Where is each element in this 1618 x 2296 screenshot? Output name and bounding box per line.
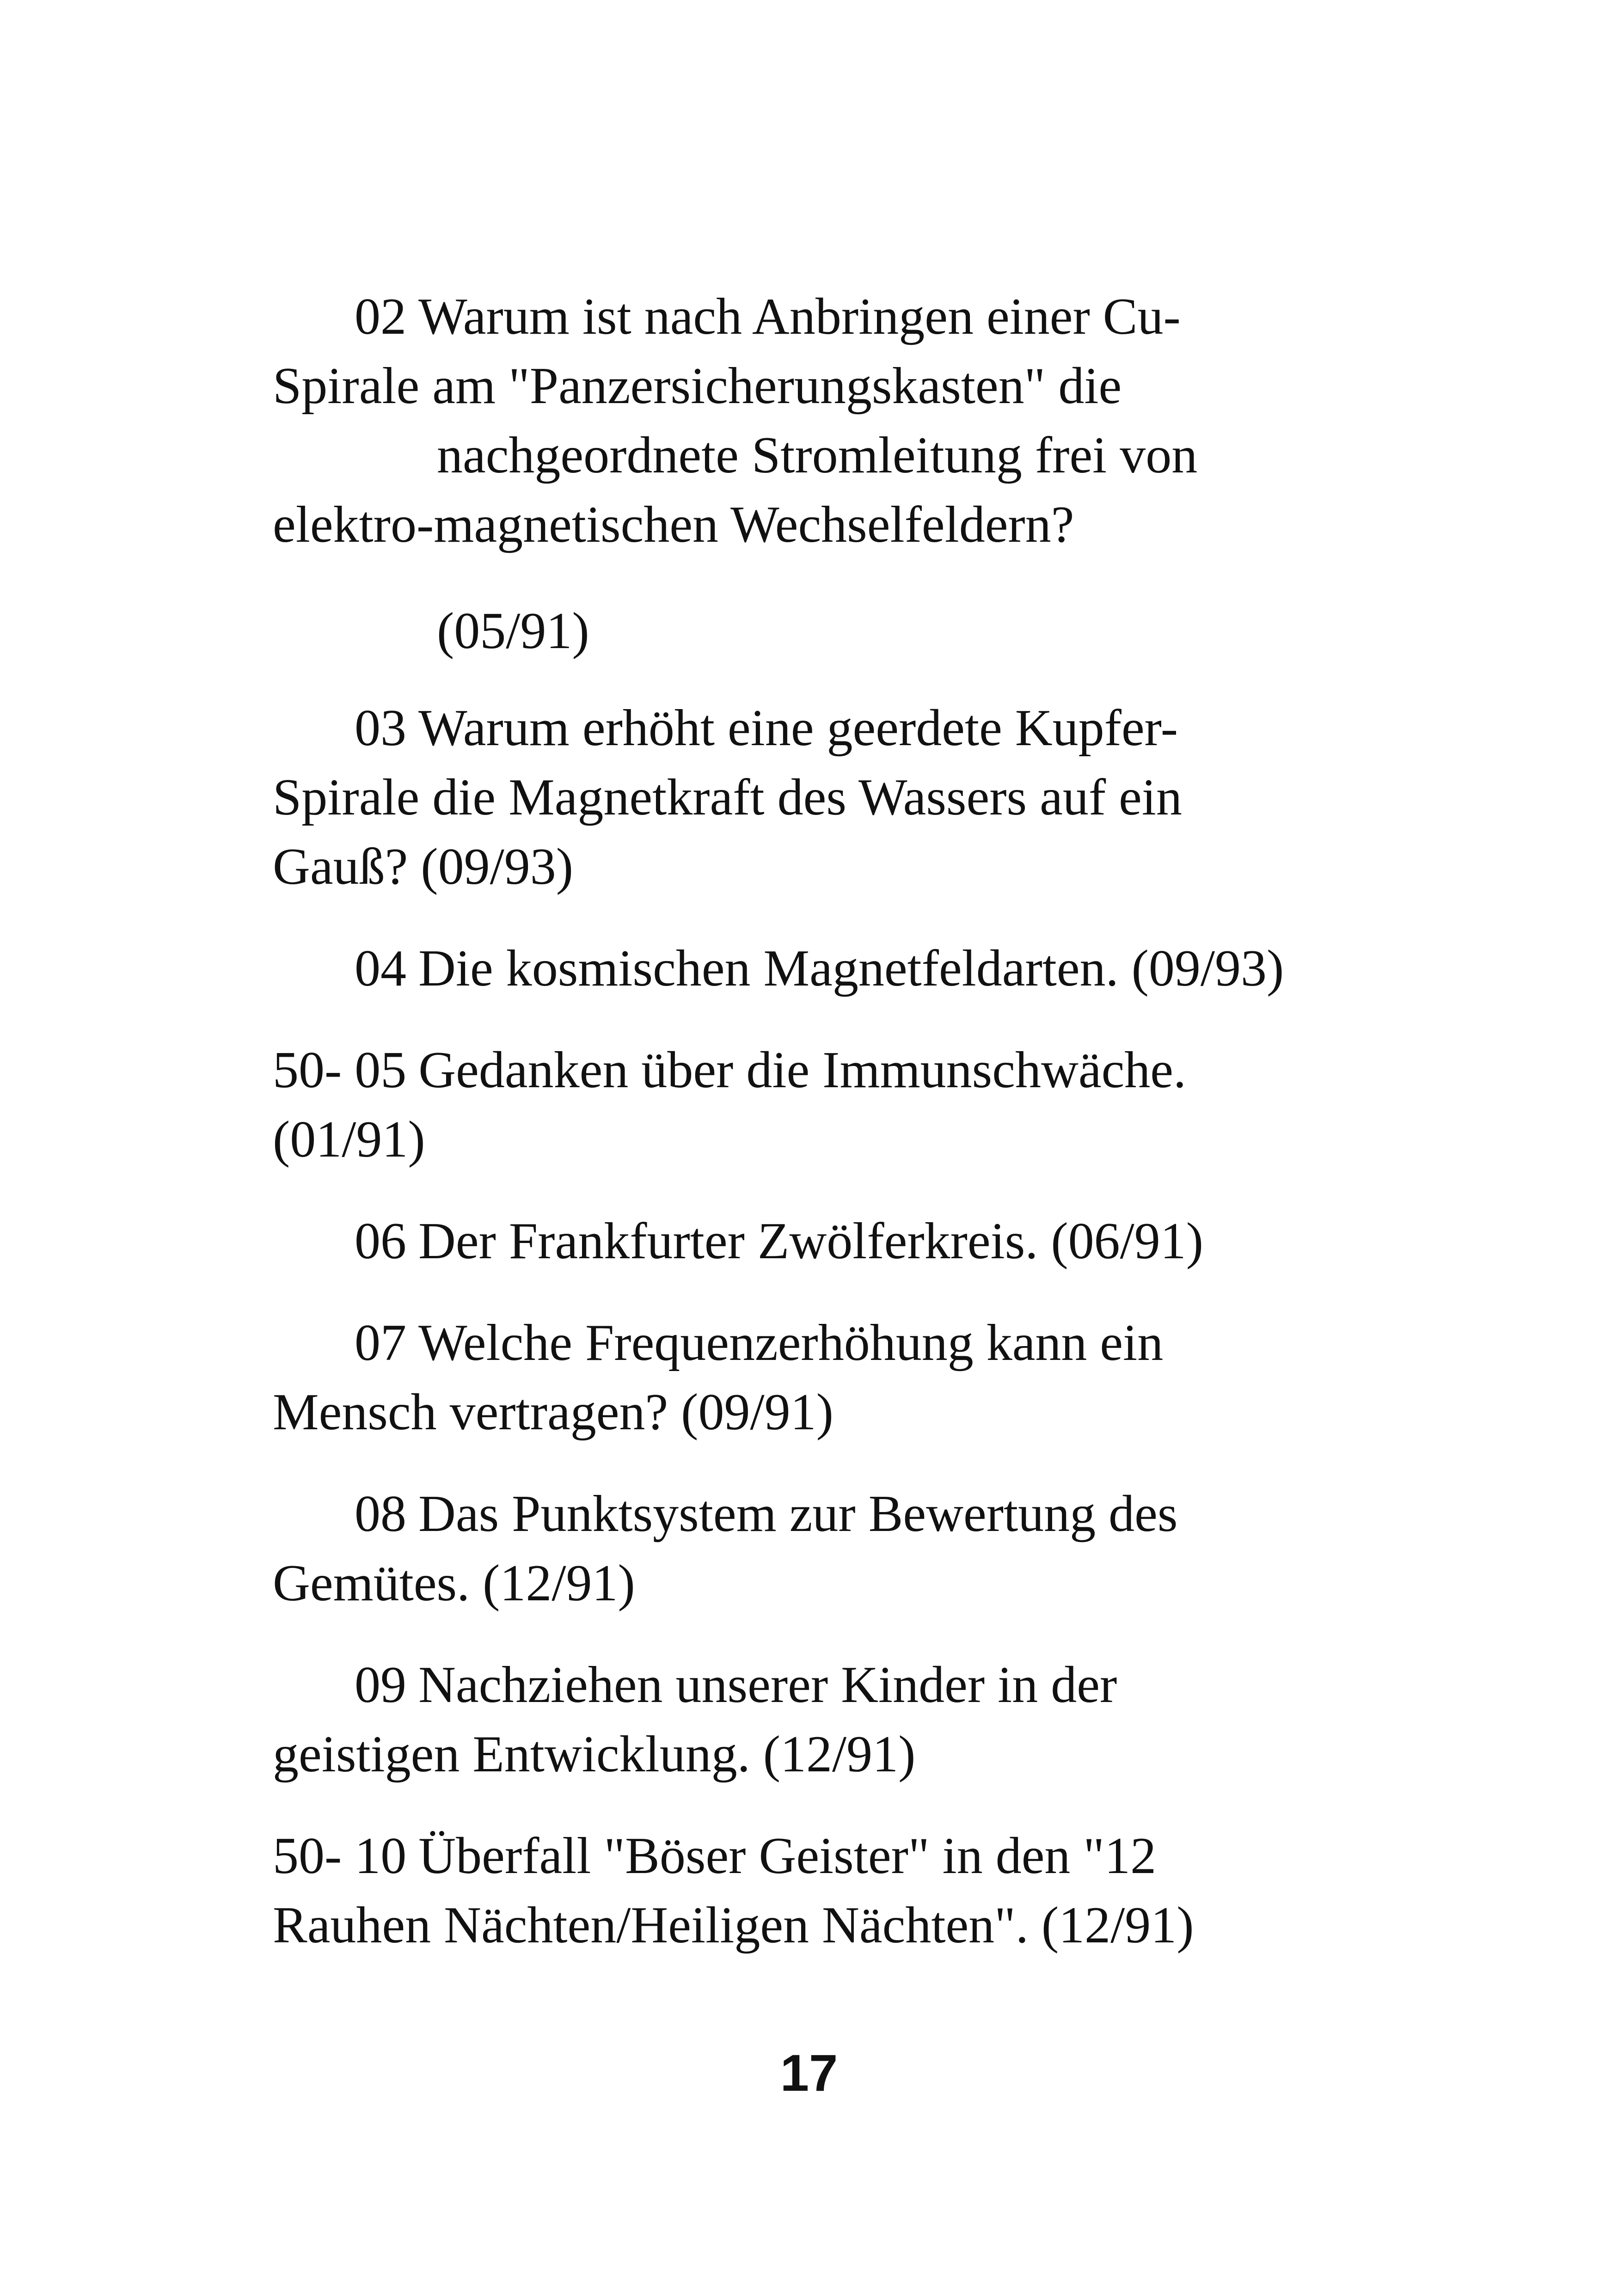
entry-line: Gemütes. (12/91)	[273, 1555, 635, 1612]
entry-line	[355, 1650, 1117, 1720]
entry-number: 03	[355, 699, 406, 757]
entry-text: Gedanken über die Immunschwäche.	[418, 1041, 1186, 1099]
entry-line: (01/91)	[273, 1111, 425, 1168]
entry-text: Das Punktsystem zur Bewertung des	[418, 1485, 1178, 1543]
entry-number: 50- 10	[273, 1827, 407, 1885]
entry-line: geistigen Entwicklung. (12/91)	[273, 1726, 916, 1783]
entry-number: 09	[355, 1656, 406, 1714]
entry-number: 07	[355, 1314, 406, 1371]
entry-line	[355, 934, 1284, 1003]
entry-line	[355, 1206, 1203, 1276]
entry-line: Gauß? (09/93)	[273, 838, 574, 895]
entry-line	[355, 1479, 1177, 1549]
entry-line	[273, 1821, 1156, 1891]
entry-line	[355, 693, 1178, 763]
entry-number: 06	[355, 1212, 406, 1270]
page-number: 17	[780, 2044, 838, 2102]
entry-text: Warum ist nach Anbringen einer Cu-	[418, 288, 1181, 345]
entry-line: Spirale die Magnetkraft des Wassers auf ein	[273, 769, 1182, 826]
entry-line: Rauhen Nächten/Heiligen Nächten". (12/91)	[273, 1897, 1194, 1954]
entry-line	[273, 1035, 1186, 1105]
entry-number: 50- 05	[273, 1041, 407, 1099]
entry-text: Welche Frequenzerhöhung kann ein	[418, 1314, 1164, 1371]
entry-line	[355, 282, 1181, 351]
entry-number: 04	[355, 940, 406, 997]
entry-text: Der Frankfurter Zwölferkreis. (06/91)	[418, 1212, 1204, 1270]
entry-text: Nachziehen unserer Kinder in der	[418, 1656, 1117, 1714]
entry-text: Die kosmischen Magnetfeldarten. (09/93)	[418, 940, 1284, 997]
entry-line: (05/91)	[437, 602, 589, 660]
entry-text: Überfall "Böser Geister" in den "12	[418, 1827, 1157, 1885]
entry-line: nachgeordnete Stromleitung frei von	[437, 427, 1198, 484]
entry-line	[355, 1308, 1163, 1378]
entry-line: elektro-magnetischen Wechselfeldern?	[273, 496, 1074, 553]
entry-text: Warum erhöht eine geerdete Kupfer-	[418, 699, 1178, 757]
entry-line: Mensch vertragen? (09/91)	[273, 1384, 834, 1441]
entry-line: Spirale am "Panzersicherungskasten" die	[273, 357, 1122, 415]
entry-number: 08	[355, 1485, 406, 1543]
entry-number: 02	[355, 288, 406, 345]
